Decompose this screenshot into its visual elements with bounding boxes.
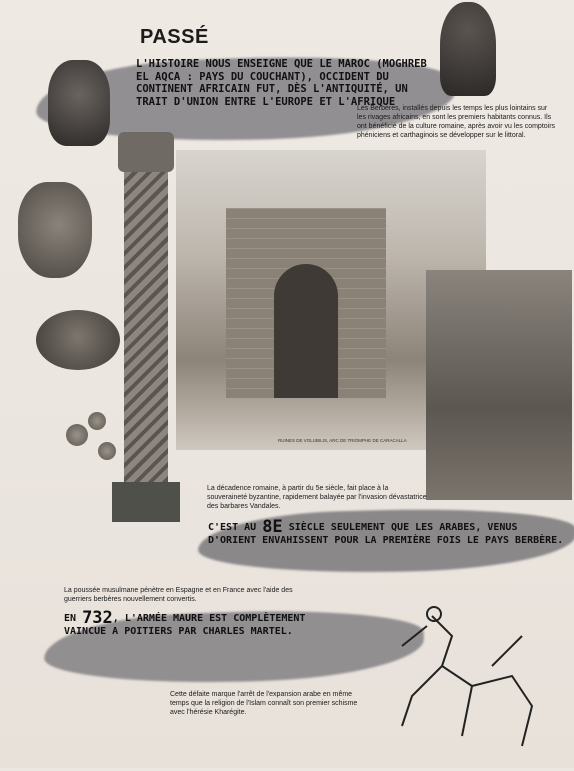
ancient-coin-image xyxy=(66,424,88,446)
oil-lamp-image xyxy=(36,310,120,370)
caption-berberes: Les Berbères, installés depuis les temps les plus lointains sur les rivages africains, en sont les premiers habitants connus. Ils ont bénéficié de la culture romaine, après avoir vu les comptoirs phéniciens et carthaginois se développer sur le littoral. xyxy=(357,105,556,139)
ancient-coin-image xyxy=(88,412,106,430)
caption-poussee: La poussée musulmane pénètre en Espagne et en France avec l'aide des guerriers berbères nouvellement convertis. xyxy=(64,587,293,603)
horseman-sketch xyxy=(372,596,552,766)
roman-column-image xyxy=(118,132,174,522)
callout-arabes-prefix: C'EST AU xyxy=(208,522,263,533)
lead-text: L'HISTOIRE NOUS ENSEIGNE QUE LE MAROC (MOGHREB EL AQCA : PAYS DU COUCHANT), OCCIDENT DU CONTINENT AFRICAIN FUT, DÈS L'ANTIQUITÉ, UN TRAIT D'UNION ENTRE L'EUROPE ET L'AFRIQUE xyxy=(136,58,427,108)
bust-sculpture-image xyxy=(440,2,496,96)
century-number: 8E xyxy=(262,517,283,537)
callout-poitiers-prefix: EN xyxy=(64,613,83,624)
photo-caption: RUINES DE VOLUBILIS, ARC DE TRIOMPHE DE CARACALLA xyxy=(278,438,407,443)
caption-defaite: Cette défaite marque l'arrêt de l'expansion arabe en même temps que la religion de l'Islam connaît son premier schisme avec l'hérésie Kharégite. xyxy=(170,691,358,716)
roman-helmet-image xyxy=(48,60,110,146)
page-title: PASSÉ xyxy=(140,26,209,48)
year-number: 732 xyxy=(82,608,113,628)
column-ruins-photo xyxy=(426,270,572,500)
caption-decadence: La décadence romaine, à partir du 5e siècle, fait place à la souveraineté byzantine, rapidement balayée par l'invasion dévastatrice des barbares Vandales. xyxy=(207,485,427,510)
callout-poitiers-text: , L'ARMÉE MAURE EST COMPLÈTEMENT VAINCUE A POITIERS PAR CHARLES MARTEL. xyxy=(64,613,306,637)
triumphal-arch xyxy=(226,208,386,398)
callout-arabes xyxy=(208,517,568,547)
bronze-vessel-image xyxy=(18,182,92,278)
callout-arabes-text: SIÈCLE SEULEMENT QUE LES ARABES, VENUS D'ORIENT ENVAHISSENT POUR LA PREMIÈRE FOIS LE PAYS BERBÈRE. xyxy=(208,522,564,546)
callout-poitiers xyxy=(64,608,344,638)
ancient-coin-image xyxy=(98,442,116,460)
